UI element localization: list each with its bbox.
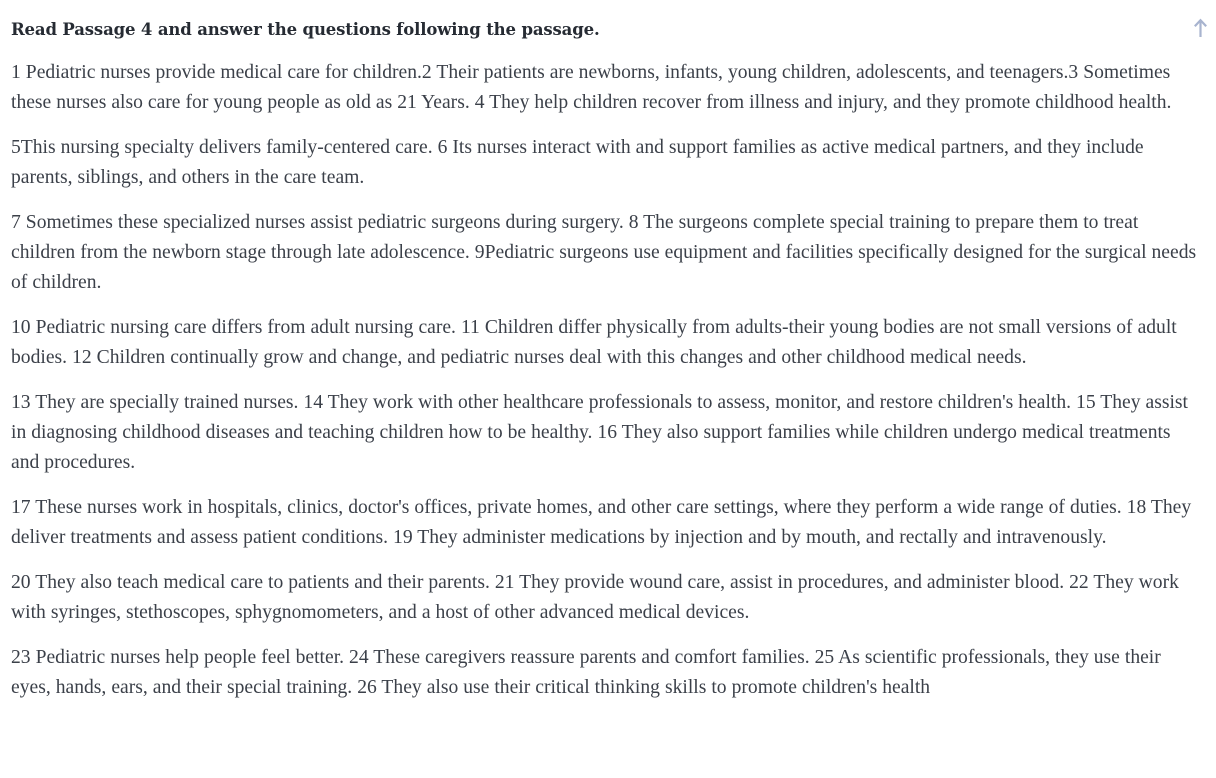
arrow-up-icon <box>1193 18 1208 38</box>
passage-body <box>11 58 1202 703</box>
passage-paragraph-3: 7 Sometimes these specialized nurses assist pediatric surgeons during surgery. 8 The surgeons complete special training to prepare them to treat children from the newborn stage through late adolescence. 9Pediatric surgeons use equipment and facilities specifically designed for the surgical needs of children. <box>11 212 1197 293</box>
passage-paragraph-6: 17 These nurses work in hospitals, clinics, doctor's offices, private homes, and other care settings, where they perform a wide range of duties. 18 They deliver treatments and assess patient conditions. 19 They administer medications by injection and by mouth, and rectally and intravenously. <box>11 497 1192 548</box>
passage-heading: Read Passage 4 and answer the questions following the passage. <box>11 20 600 39</box>
passage-paragraph-7: 20 They also teach medical care to patients and their parents. 21 They provide wound care, assist in procedures, and administer blood. 22 They work with syringes, stethoscopes, sphygnomometers, and a host of other advanced medical devices. <box>11 572 1179 623</box>
passage-paragraph-4: 10 Pediatric nursing care differs from adult nursing care. 11 Children differ physically from adults-their young bodies are not small versions of adult bodies. 12 Children continually grow and change, and pediatric nurses deal with this changes and other childhood medical needs. <box>11 317 1177 368</box>
scroll-to-top-button[interactable] <box>1186 14 1214 42</box>
passage-paragraph-5: 13 They are specially trained nurses. 14 They work with other healthcare professionals to assess, monitor, and restore children's health. 15 They assist in diagnosing childhood diseases and teaching children how to be healthy. 16 They also support families while children undergo medical treatments and procedures. <box>11 392 1189 473</box>
passage-paragraph-1: 1 Pediatric nurses provide medical care for children.2 Their patients are newborns, infants, young children, adolescents, and teenagers.3 Sometimes these nurses also care for young people as old as 21 Years. 4 They help children recover from illness and injury, and they promote childhood health. <box>11 62 1172 113</box>
passage-paragraph-8: 23 Pediatric nurses help people feel better. 24 These caregivers reassure parents and comfort families. 25 As scientific professionals, they use their eyes, hands, ears, and their special training. 26 They also use their critical thinking skills to promote children's health <box>11 647 1161 698</box>
passage-paragraph-2: 5This nursing specialty delivers family-centered care. 6 Its nurses interact with and support families as active medical partners, and they include parents, siblings, and others in the care team. <box>11 137 1144 188</box>
